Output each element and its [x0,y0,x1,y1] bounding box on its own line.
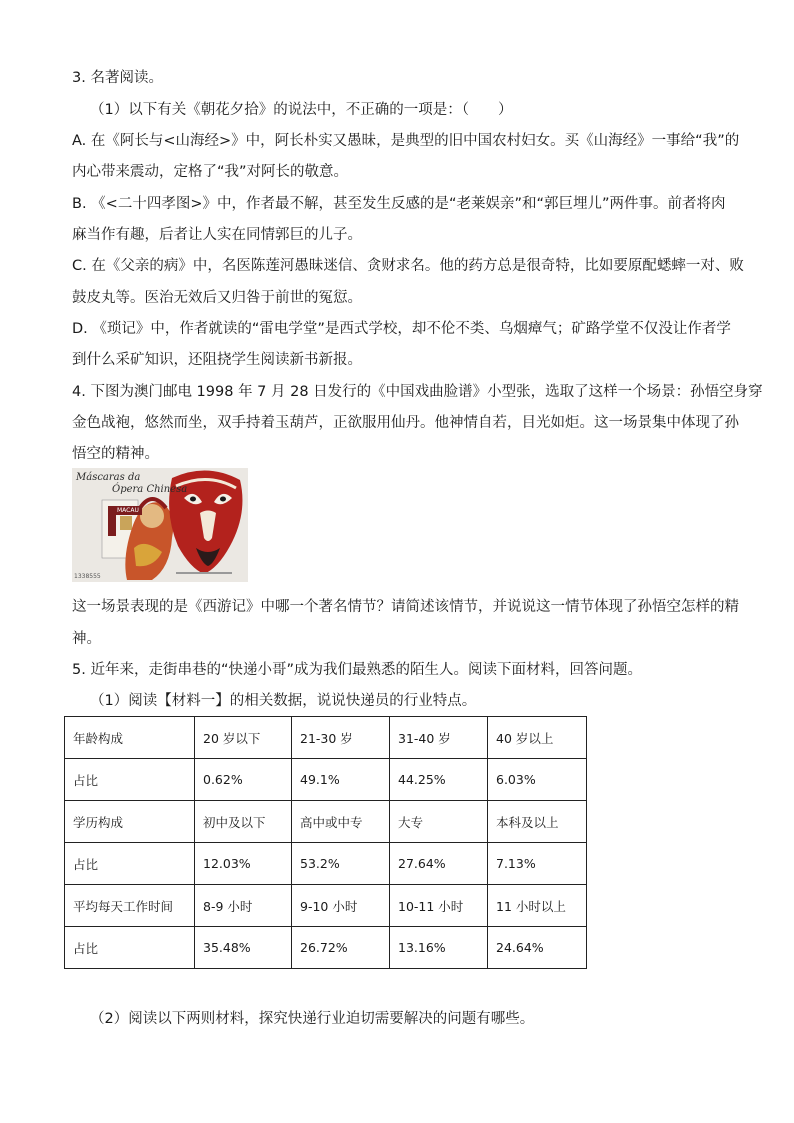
q5-intro: 5. 近年来，走街串巷的“快递小哥”成为我们最熟悉的陌生人。阅读下面材料，回答问题。 [72,662,642,678]
table-cell: 40 岁以上 [488,717,587,759]
q3-option-d-line1: D. 《琐记》中，作者就读的“雷电学堂”是西式学校，却不伦不类、乌烟瘴气；矿路学堂不仅没让作者学 [72,321,731,337]
table-cell: 7.13% [488,843,587,885]
table-cell: 6.03% [488,759,587,801]
table-cell: 27.64% [390,843,488,885]
q3-option-d-line2: 到什么采矿知识，还阻挠学生阅读新书新报。 [72,352,362,368]
table-cell: 占比 [65,927,195,969]
stamp-title-line1: Máscaras da [76,472,141,483]
table-row [65,927,587,969]
table-cell: 13.16% [390,927,488,969]
courier-statistics-table [64,716,587,969]
q3-option-a-line1: A. 在《阿长与<山海经>》中，阿长朴实又愚昧，是典型的旧中国农村妇女。买《山海经》一事给“我”的 [72,133,740,149]
table-cell: 35.48% [195,927,292,969]
table-row [65,717,587,759]
table-cell: 占比 [65,843,195,885]
table-cell: 高中或中专 [292,801,390,843]
stamp-serial-number: 1338555 [74,573,101,580]
table-row [65,801,587,843]
table-cell: 9-10 小时 [292,885,390,927]
q4-intro-line2: 金色战袍，悠然而坐，双手持着玉葫芦，正欲服用仙丹。他神情自若，目光如炬。这一场景集中体现了孙 [72,415,739,431]
opera-mask-stamp-image [72,468,248,582]
table-cell: 12.03% [195,843,292,885]
table-cell: 大专 [390,801,488,843]
table-cell: 8-9 小时 [195,885,292,927]
q3-subquestion-1: （1）以下有关《朝花夕拾》的说法中，不正确的一项是：（ ） [90,102,513,118]
table-cell: 26.72% [292,927,390,969]
q4-question-line2: 神。 [72,631,101,647]
table-cell: 年龄构成 [65,717,195,759]
q5-subquestion-1: （1）阅读【材料一】的相关数据，说说快递员的行业特点。 [90,693,477,709]
stamp-title-line2: Ópera Chinesa [112,484,188,495]
q3-option-b-line2: 麻当作有趣，后者让人实在同情郭巨的儿子。 [72,227,362,243]
table-cell: 31-40 岁 [390,717,488,759]
table-cell: 0.62% [195,759,292,801]
table-cell: 49.1% [292,759,390,801]
table-cell: 21-30 岁 [292,717,390,759]
table-cell: 10-11 小时 [390,885,488,927]
stamp-country-label: MACAU [114,506,142,515]
q3-title: 3. 名著阅读。 [72,70,163,86]
table-cell: 初中及以下 [195,801,292,843]
table-row [65,885,587,927]
table-cell: 20 岁以下 [195,717,292,759]
table-cell: 本科及以上 [488,801,587,843]
table-cell: 学历构成 [65,801,195,843]
table-cell: 44.25% [390,759,488,801]
table-cell: 24.64% [488,927,587,969]
q5-subquestion-2: （2）阅读以下两则材料，探究快递行业迫切需要解决的问题有哪些。 [90,1011,535,1027]
q3-option-c-line2: 鼓皮丸等。医治无效后又归咎于前世的冤愆。 [72,290,362,306]
table-cell: 平均每天工作时间 [65,885,195,927]
q4-question-line1: 这一场景表现的是《西游记》中哪一个著名情节？请简述该情节，并说说这一情节体现了孙悟空怎样的精 [72,599,739,615]
table-row [65,843,587,885]
q4-intro-line3: 悟空的精神。 [72,446,159,462]
q3-option-c-line1: C. 在《父亲的病》中，名医陈莲河愚昧迷信、贪财求名。他的药方总是很奇特，比如要原配蟋蟀一对、败 [72,258,744,274]
table-row [65,759,587,801]
q3-option-a-line2: 内心带来震动，定格了“我”对阿长的敬意。 [72,164,349,180]
q4-intro-line1: 4. 下图为澳门邮电 1998 年 7 月 28 日发行的《中国戏曲脸谱》小型张，选取了这样一个场景：孙悟空身穿 [72,384,763,400]
q3-option-b-line1: B. 《<二十四孝图>》中，作者最不解，甚至发生反感的是“老莱娱亲”和“郭巨埋儿”两件事。前者将肉 [72,196,726,212]
table-cell: 占比 [65,759,195,801]
table-cell: 53.2% [292,843,390,885]
table-cell: 11 小时以上 [488,885,587,927]
